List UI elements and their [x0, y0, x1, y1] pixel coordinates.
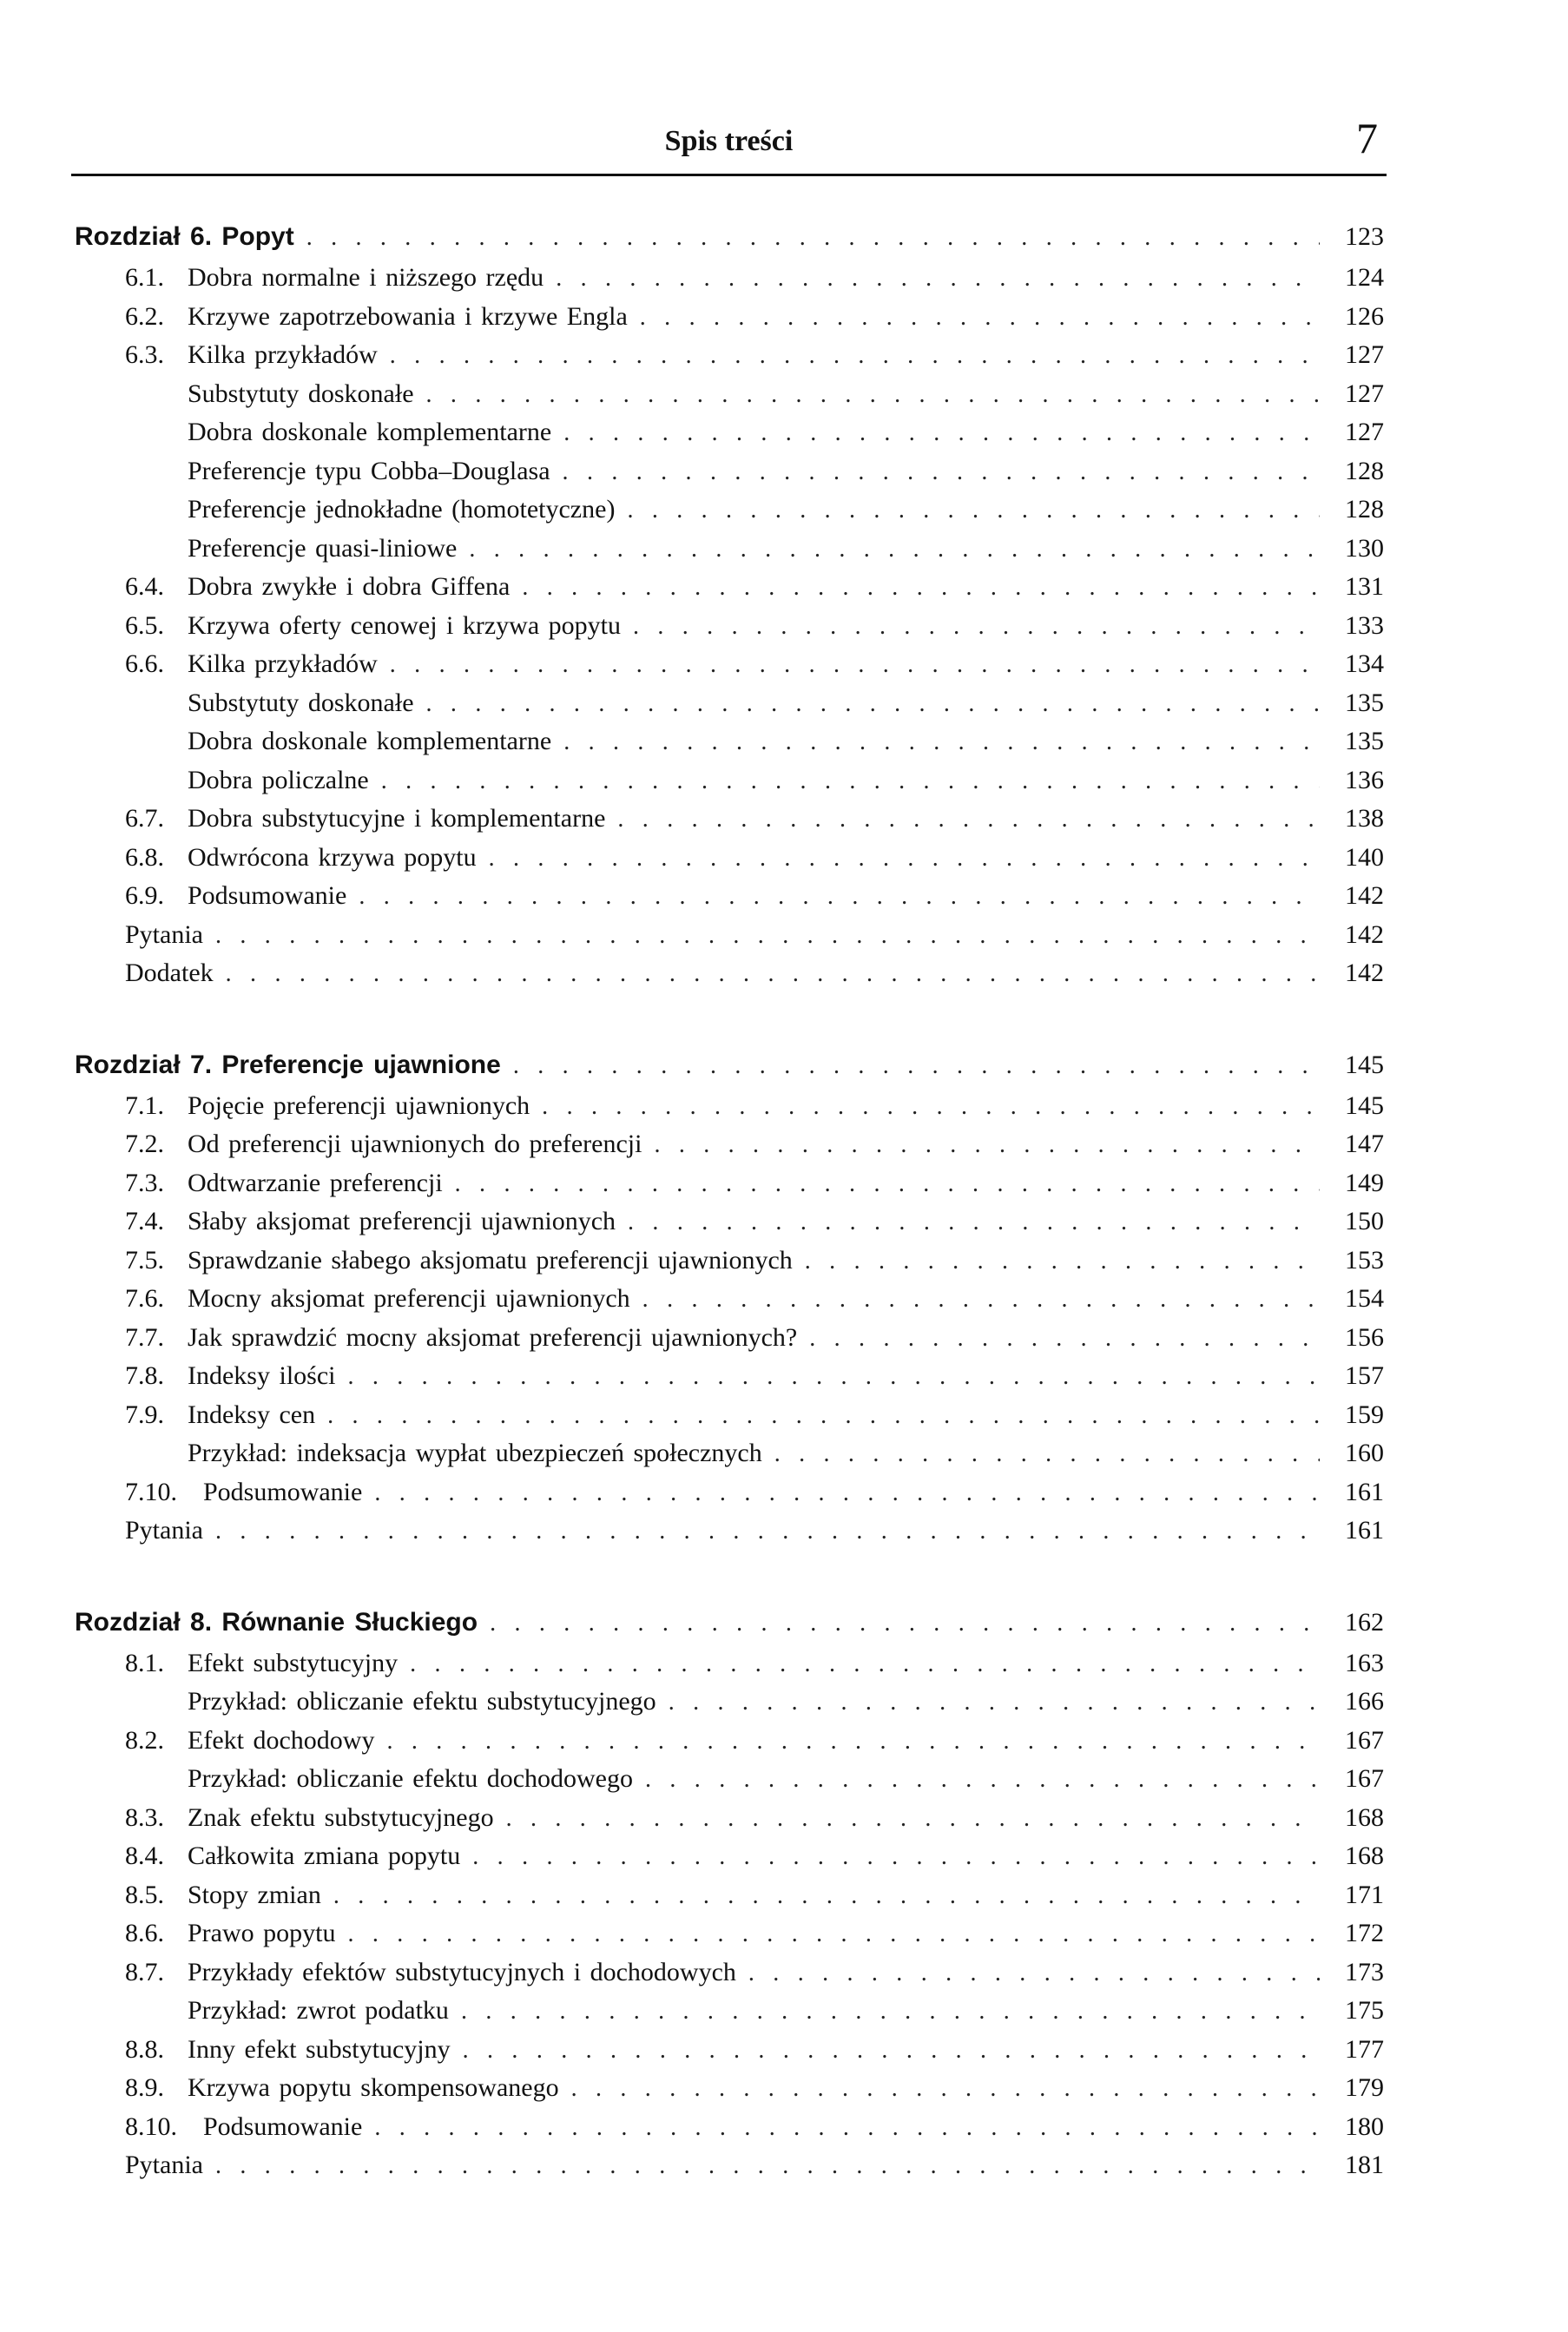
dot-leader [390, 646, 1320, 685]
entry-title: Podsumowanie [203, 1477, 363, 1506]
dot-leader [522, 569, 1320, 608]
toc-entry[interactable] [75, 452, 1384, 491]
dot-leader [490, 1602, 1320, 1645]
entry-title: Całkowita zmiana popytu [188, 1841, 461, 1870]
section-number: 7.2. [125, 1130, 164, 1158]
dot-leader [215, 2147, 1320, 2186]
section-number: 7.4. [125, 1207, 164, 1235]
entry-title: Odwrócona krzywa popytu [188, 842, 477, 872]
chapter-heading[interactable] [75, 1044, 1384, 1087]
dot-leader [472, 1838, 1320, 1877]
page-ref: 134 [1345, 649, 1384, 678]
page-ref: 168 [1345, 1841, 1384, 1870]
entry-title: Stopy zmian [188, 1880, 321, 1909]
page-ref: 167 [1345, 1725, 1384, 1755]
dot-leader [215, 1512, 1320, 1551]
page-ref: 159 [1345, 1400, 1384, 1429]
section-number: 6.6. [125, 649, 164, 678]
entry-title: Pojęcie preferencji ujawnionych [188, 1090, 530, 1120]
toc-entry[interactable] [75, 1357, 1384, 1396]
entry-title: Mocny aksjomat preferencji ujawnionych [188, 1284, 630, 1313]
page-ref: 166 [1345, 1687, 1384, 1716]
toc-entry[interactable] [75, 1760, 1384, 1799]
section-number: 6.1. [125, 263, 164, 292]
page-ref: 127 [1345, 418, 1384, 446]
page-ref: 128 [1345, 456, 1384, 485]
dot-leader [556, 260, 1320, 299]
toc-entry[interactable] [75, 916, 1384, 955]
entry-title: Od preferencji ujawnionych do preferencji [188, 1130, 642, 1158]
dot-leader [469, 530, 1320, 570]
page-ref: 136 [1345, 765, 1384, 794]
page-ref: 150 [1345, 1207, 1384, 1235]
entry-title: Dobra doskonale komplementarne [188, 727, 552, 755]
toc-entry[interactable] [75, 1992, 1384, 2031]
toc-entry[interactable] [75, 2108, 1384, 2147]
entry-title: Sprawdzanie słabego aksjomatu preferencji ujawnionych [188, 1245, 793, 1275]
section-number: 7.5. [125, 1245, 164, 1275]
page-ref: 135 [1345, 688, 1384, 717]
dot-leader [226, 955, 1320, 994]
toc-entry[interactable] [75, 761, 1384, 800]
page-ref: 127 [1345, 379, 1384, 408]
toc-entry[interactable] [75, 1125, 1384, 1164]
toc-entry[interactable] [75, 1837, 1384, 1876]
dot-leader [774, 1435, 1320, 1474]
toc-entry[interactable] [75, 1280, 1384, 1319]
toc-entry[interactable] [75, 2031, 1384, 2070]
toc-entry[interactable] [75, 2069, 1384, 2108]
page-ref: 173 [1345, 1957, 1384, 1986]
dot-leader [563, 723, 1320, 762]
dot-leader [571, 2070, 1320, 2109]
page-ref: 140 [1345, 842, 1384, 872]
entry-title: Preferencje quasi-liniowe [188, 533, 458, 563]
page-ref: 167 [1345, 1764, 1384, 1793]
dot-leader [809, 1320, 1320, 1359]
chapter-title: Rozdział 7. Preferencje ujawnione [75, 1050, 501, 1079]
page-ref: 179 [1345, 2073, 1384, 2102]
entry-title: Dobra normalne i niższego rzędu [188, 263, 544, 292]
toc-entry[interactable] [75, 1396, 1384, 1435]
section-number: 7.3. [125, 1168, 164, 1197]
toc-entry[interactable] [75, 259, 1384, 298]
toc-entry[interactable] [75, 1473, 1384, 1512]
page-ref: 177 [1345, 2034, 1384, 2064]
toc-entry[interactable] [75, 839, 1384, 878]
entry-title: Krzywa oferty cenowej i krzywa popytu [188, 610, 621, 640]
dot-leader [628, 1203, 1320, 1242]
page-ref: 131 [1345, 572, 1384, 601]
section-number: 8.5. [125, 1880, 164, 1909]
section-number: 6.9. [125, 881, 164, 910]
dot-leader [513, 1044, 1320, 1088]
page-ref: 135 [1345, 727, 1384, 755]
page-ref: 123 [1345, 222, 1384, 251]
page-ref: 160 [1345, 1439, 1384, 1467]
section-number: 7.1. [125, 1090, 164, 1120]
page-ref: 172 [1345, 1919, 1384, 1947]
toc-entry[interactable] [75, 607, 1384, 646]
dot-leader [306, 216, 1320, 260]
chapter-section [75, 1044, 1384, 1551]
page-ref: 138 [1345, 804, 1384, 833]
entry-title: Dobra policzalne [188, 765, 369, 794]
entry-title: Słaby aksjomat preferencji ujawnionych [188, 1207, 616, 1235]
section-number: 8.7. [125, 1957, 164, 1986]
dot-leader [348, 1915, 1321, 1954]
toc-entry[interactable] [75, 1434, 1384, 1473]
page-number: 7 [1356, 114, 1378, 162]
chapter-heading[interactable] [75, 1601, 1384, 1644]
page-header [71, 114, 1387, 176]
page-ref: 124 [1345, 263, 1384, 292]
entry-title: Dobra doskonale komplementarne [188, 418, 552, 446]
page-ref: 145 [1345, 1090, 1384, 1120]
section-number: 8.3. [125, 1802, 164, 1832]
toc-entry[interactable] [75, 954, 1384, 993]
entry-title: Przykład: zwrot podatku [188, 1996, 449, 2025]
page-ref: 153 [1345, 1245, 1384, 1275]
entry-title: Preferencje jednokładne (homotetyczne) [188, 495, 616, 524]
page-ref: 147 [1345, 1130, 1384, 1158]
section-number: 6.3. [125, 340, 164, 369]
toc-entry[interactable] [75, 1799, 1384, 1838]
dot-leader [654, 1126, 1320, 1165]
page-ref: 149 [1345, 1168, 1384, 1197]
dot-leader [426, 376, 1320, 415]
entry-title: Inny efekt substytucyjny [188, 2034, 451, 2064]
entry-title: Pytania [125, 2151, 203, 2179]
toc-entry[interactable] [75, 1512, 1384, 1551]
toc-entry[interactable] [75, 1164, 1384, 1203]
section-number: 7.9. [125, 1400, 164, 1429]
chapter-section [75, 215, 1384, 993]
dot-leader [489, 840, 1320, 879]
entry-title: Indeksy ilości [188, 1361, 336, 1390]
page-ref: 142 [1345, 881, 1384, 910]
dot-leader [669, 1683, 1320, 1723]
page-ref: 168 [1345, 1802, 1384, 1832]
section-number: 6.7. [125, 804, 164, 833]
toc-entry[interactable] [75, 1644, 1384, 1683]
toc-entry[interactable] [75, 336, 1384, 375]
table-of-contents [75, 215, 1384, 2236]
dot-leader [627, 491, 1320, 530]
entry-title: Przykład: obliczanie efektu dochodowego [188, 1764, 633, 1793]
toc-entry[interactable] [75, 1242, 1384, 1281]
dot-leader [633, 608, 1320, 647]
section-number: 6.4. [125, 572, 164, 601]
toc-entry[interactable] [75, 722, 1384, 761]
toc-entry[interactable] [75, 684, 1384, 723]
dot-leader [463, 2032, 1320, 2071]
entry-title: Pytania [125, 919, 203, 949]
page-ref: 171 [1345, 1880, 1384, 1909]
page-ref: 175 [1345, 1996, 1384, 2025]
toc-entry[interactable] [75, 2146, 1384, 2185]
toc-entry[interactable] [75, 568, 1384, 607]
running-title: Spis treści [664, 125, 794, 157]
page-ref: 180 [1345, 2111, 1384, 2141]
toc-entry[interactable] [75, 375, 1384, 414]
dot-leader [805, 1242, 1320, 1281]
section-number: 6.8. [125, 842, 164, 872]
entry-title: Indeksy cen [188, 1400, 316, 1429]
toc-entry[interactable] [75, 1319, 1384, 1358]
entry-title: Substytuty doskonałe [188, 688, 414, 717]
toc-entry[interactable] [75, 1953, 1384, 1993]
dot-leader [386, 1723, 1320, 1762]
entry-title: Przykłady efektów substytucyjnych i dochodowych [188, 1957, 736, 1986]
section-number: 8.8. [125, 2034, 164, 2064]
page-ref: 154 [1345, 1284, 1384, 1313]
entry-title: Substytuty doskonałe [188, 379, 414, 408]
page-ref: 127 [1345, 340, 1384, 369]
section-number: 7.6. [125, 1284, 164, 1313]
section-number: 8.1. [125, 1648, 164, 1677]
page-ref: 162 [1345, 1607, 1384, 1637]
entry-title: Preferencje typu Cobba–Douglasa [188, 456, 550, 485]
entry-title: Podsumowanie [203, 2111, 363, 2141]
section-number: 7.10. [125, 1477, 177, 1506]
entry-title: Prawo popytu [188, 1919, 336, 1947]
dot-leader [359, 878, 1320, 917]
entry-title: Przykład: obliczanie efektu substytucyjnego [188, 1687, 656, 1716]
section-number: 6.2. [125, 301, 164, 331]
toc-entry[interactable] [75, 413, 1384, 452]
dot-leader [381, 762, 1320, 801]
entry-title: Dodatek [125, 958, 214, 987]
chapter-section [75, 1601, 1384, 2185]
toc-entry[interactable] [75, 1087, 1384, 1126]
dot-leader [506, 1800, 1320, 1839]
dot-leader [563, 414, 1320, 453]
page-ref: 181 [1345, 2151, 1384, 2179]
page-ref: 130 [1345, 533, 1384, 563]
entry-title: Odtwarzanie preferencji [188, 1168, 443, 1197]
section-number: 7.8. [125, 1361, 164, 1390]
entry-title: Pytania [125, 1516, 203, 1545]
page-ref: 133 [1345, 610, 1384, 640]
dot-leader [645, 1761, 1320, 1800]
section-number: 7.7. [125, 1322, 164, 1352]
dot-leader [617, 800, 1320, 840]
section-number: 8.4. [125, 1841, 164, 1870]
dot-leader [347, 1358, 1320, 1397]
entry-title: Dobra zwykłe i dobra Giffena [188, 572, 511, 601]
dot-leader [333, 1877, 1320, 1916]
page-ref: 156 [1345, 1322, 1384, 1352]
entry-title: Dobra substytucyjne i komplementarne [188, 804, 606, 833]
page-ref: 157 [1345, 1361, 1384, 1390]
page-ref: 145 [1345, 1050, 1384, 1079]
section-number: 8.6. [125, 1919, 164, 1947]
page-ref: 128 [1345, 495, 1384, 524]
page-ref: 126 [1345, 301, 1384, 331]
entry-title: Znak efektu substytucyjnego [188, 1802, 494, 1832]
page-ref: 161 [1345, 1477, 1384, 1506]
chapter-title: Rozdział 8. Równanie Słuckiego [75, 1607, 478, 1637]
dot-leader [455, 1165, 1320, 1204]
entry-title: Kilka przykładów [188, 340, 378, 369]
entry-title: Efekt dochodowy [188, 1725, 375, 1755]
dot-leader [390, 337, 1320, 376]
toc-entry[interactable] [75, 1683, 1384, 1722]
toc-entry[interactable] [75, 491, 1384, 530]
entry-title: Podsumowanie [188, 881, 347, 910]
entry-title: Przykład: indeksacja wypłat ubezpieczeń społecznych [188, 1439, 762, 1467]
page-ref: 161 [1345, 1516, 1384, 1545]
dot-leader [410, 1645, 1320, 1684]
page-ref: 163 [1345, 1648, 1384, 1677]
dot-leader [215, 917, 1320, 956]
page-ref: 142 [1345, 919, 1384, 949]
toc-entry[interactable] [75, 298, 1384, 337]
chapter-heading[interactable] [75, 215, 1384, 259]
entry-title: Kilka przykładów [188, 649, 378, 678]
dot-leader [374, 1474, 1320, 1513]
dot-leader [327, 1397, 1320, 1436]
dot-leader [426, 685, 1320, 724]
entry-title: Jak sprawdzić mocny aksjomat preferencji ujawnionych? [188, 1322, 798, 1352]
entry-title: Krzywe zapotrzebowania i krzywe Engla [188, 301, 628, 331]
dot-leader [640, 299, 1320, 338]
section-number: 8.2. [125, 1725, 164, 1755]
toc-entry[interactable] [75, 1914, 1384, 1953]
toc-entry[interactable] [75, 800, 1384, 839]
chapter-title: Rozdział 6. Popyt [75, 222, 294, 251]
page-ref: 142 [1345, 958, 1384, 987]
dot-leader [642, 1281, 1320, 1320]
toc-entry[interactable] [75, 1722, 1384, 1761]
toc-entry[interactable] [75, 1876, 1384, 1915]
entry-title: Krzywa popytu skompensowanego [188, 2073, 559, 2102]
dot-leader [461, 1993, 1320, 2032]
dot-leader [563, 453, 1320, 492]
section-number: 8.9. [125, 2073, 164, 2102]
toc-entry[interactable] [75, 877, 1384, 916]
toc-entry[interactable] [75, 530, 1384, 569]
section-number: 8.10. [125, 2111, 177, 2141]
toc-entry[interactable] [75, 1202, 1384, 1242]
entry-title: Efekt substytucyjny [188, 1648, 399, 1677]
section-number: 6.5. [125, 610, 164, 640]
dot-leader [374, 2109, 1320, 2148]
dot-leader [542, 1088, 1320, 1127]
dot-leader [748, 1954, 1320, 1993]
toc-entry[interactable] [75, 645, 1384, 684]
